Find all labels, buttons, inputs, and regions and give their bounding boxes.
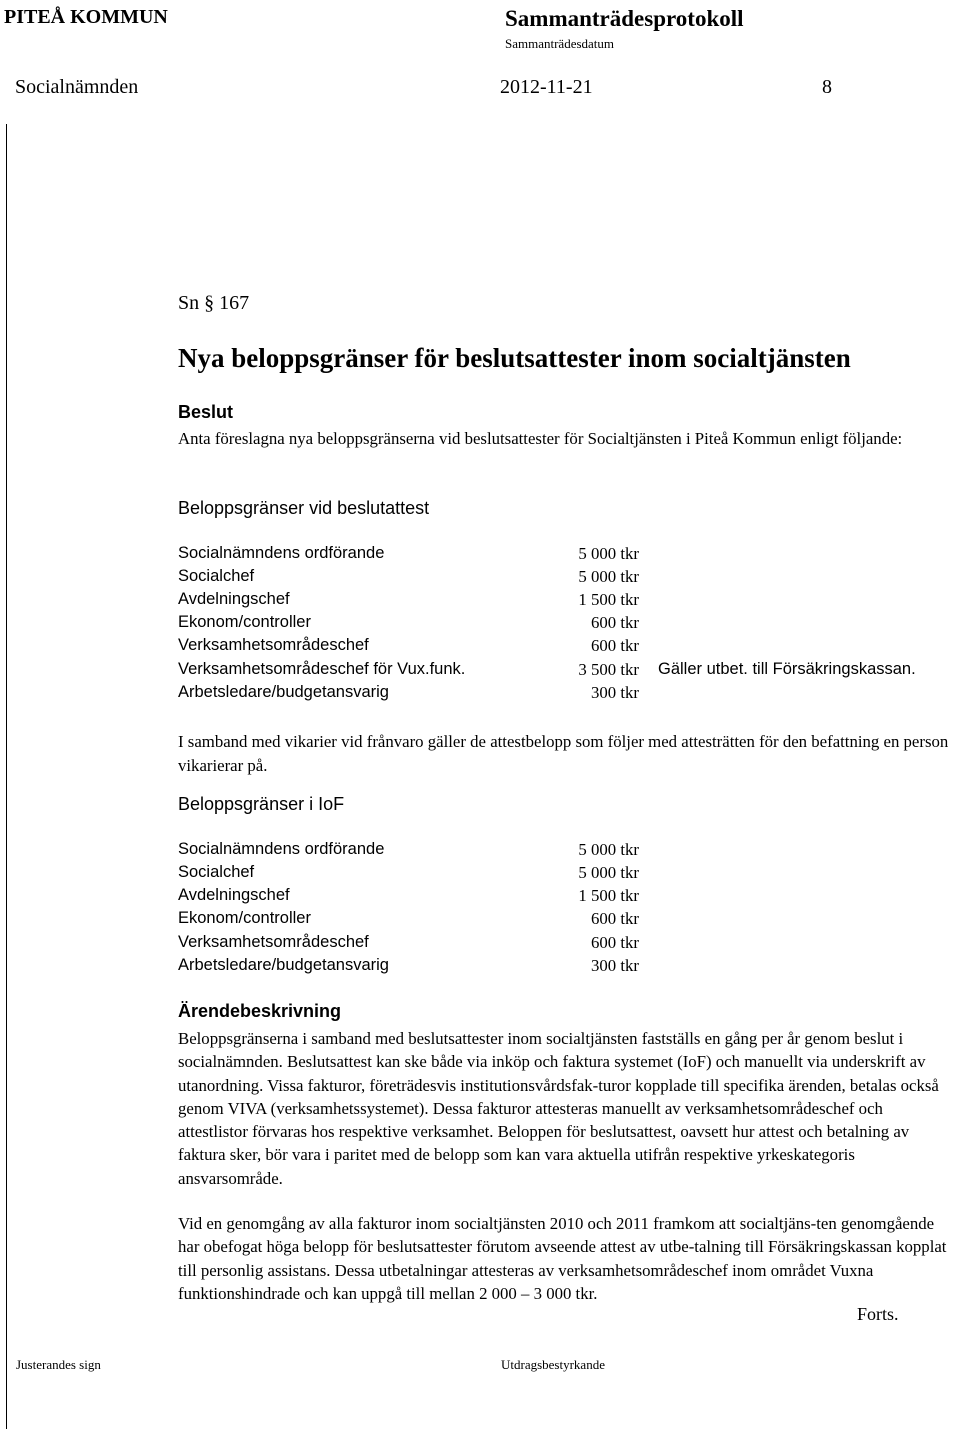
iof-limit-row [178, 886, 958, 909]
role-label: Socialchef [178, 567, 255, 585]
municipality-name: PITEÅ KOMMUN [4, 6, 168, 28]
role-label: Socialnämndens ordförande [178, 544, 385, 562]
role-label: Ekonom/controller [178, 909, 311, 927]
case-paragraph-1: Beloppsgränserna i samband med beslutsattester inom socialtjänsten fastställs en gång per år genom beslut i socialnämnden. Beslutsattest kan ske både via inköp och faktura systemet (IoF) och manuellt via underskrift av utanordning. Vissa fakturor, företrädesvis institutionsvårdsfak-turor kopplade till specifika ärenden, betalas också genom VIVA (verksamhetssystemet). Dessa fakturor attesteras manuellt av verksamhetsområdeschef och attestlistor förvaras hos respektive verksamhet. Beloppen för beslutsattest, oavsett hur attest och betalning av faktura sker, bör vara i paritet med de belopp som kan vara aktuella utifrån respektive yrkeskategoris ansvarsområde. [178, 1029, 939, 1188]
amount-value: 5 000 tkr [578, 567, 639, 586]
amount-value: 5 000 tkr [578, 863, 639, 882]
margin-rule [6, 124, 7, 1429]
attest-limit-row [178, 660, 958, 683]
department-name: Socialnämnden [15, 76, 139, 98]
substitute-text: I samband med vikarier vid frånvaro gäller de attestbelopp som följer med attesträtten för den befattning en person vikarierar på. [178, 732, 949, 775]
amount-value: 600 tkr [590, 909, 639, 928]
paragraph-reference: Sn § 167 [178, 292, 250, 314]
decision-heading: Beslut [178, 402, 234, 422]
case-heading: Ärendebeskrivning [178, 1001, 342, 1021]
attest-limit-row [178, 590, 958, 613]
amount-value: 600 tkr [590, 636, 639, 655]
role-label: Socialchef [178, 863, 255, 881]
case-paragraph-2: Vid en genomgång av alla fakturor inom socialtjänsten 2010 och 2011 framkom att socialtjäns-ten genomgående har obefogat höga belopp för beslutsattester förutom avseende attest av utbe-talning till Försäkringskassan kopplat till personlig assistans. Dessa utbetalningar attesteras av verksamhetsområdeschef inom området Vuxna funktionshindrade och kan uppgå till mellan 2 000 – 3 000 tkr. [178, 1214, 947, 1303]
amount-note: Gäller utbet. till Försäkringskassan. [658, 660, 916, 678]
section-title: Nya beloppsgränser för beslutsattester inom socialtjänsten [178, 343, 851, 373]
attest-limit-row [178, 613, 958, 636]
attest-limits-heading: Beloppsgränser vid beslutattest [178, 498, 430, 518]
meeting-date: 2012-11-21 [500, 76, 593, 98]
extract-certification-label: Utdragsbestyrkande [501, 1357, 605, 1372]
role-label: Verksamhetsområdeschef [178, 933, 369, 951]
attest-limit-row [178, 683, 958, 706]
role-label: Verksamhetsområdeschef [178, 636, 369, 654]
amount-value: 3 500 tkr [578, 660, 639, 679]
continued-marker: Forts. [857, 1304, 899, 1324]
iof-limit-row [178, 933, 958, 956]
meeting-date-label: Sammanträdesdatum [505, 36, 615, 51]
iof-limit-row [178, 863, 958, 886]
amount-value: 1 500 tkr [578, 886, 639, 905]
role-label: Ekonom/controller [178, 613, 311, 631]
amount-value: 600 tkr [590, 613, 639, 632]
amount-value: 300 tkr [590, 683, 639, 702]
iof-limit-row [178, 956, 958, 979]
role-label: Verksamhetsområdeschef för Vux.funk. [178, 660, 466, 678]
page-number: 8 [822, 76, 832, 98]
role-label: Avdelningschef [178, 590, 290, 608]
signature-label: Justerandes sign [16, 1357, 101, 1372]
iof-limits-heading: Beloppsgränser i IoF [178, 794, 345, 814]
attest-limit-row [178, 544, 958, 567]
amount-value: 1 500 tkr [578, 590, 639, 609]
iof-limit-row [178, 840, 958, 863]
role-label: Socialnämndens ordförande [178, 840, 385, 858]
role-label: Arbetsledare/budgetansvarig [178, 956, 389, 974]
attest-limit-row [178, 567, 958, 590]
amount-value: 5 000 tkr [578, 544, 639, 563]
role-label: Arbetsledare/budgetansvarig [178, 683, 389, 701]
attest-limit-row [178, 636, 958, 659]
amount-value: 5 000 tkr [578, 840, 639, 859]
amount-value: 300 tkr [590, 956, 639, 975]
protocol-title: Sammanträdesprotokoll [505, 6, 744, 31]
iof-limit-row [178, 909, 958, 932]
decision-text: Anta föreslagna nya beloppsgränserna vid beslutsattester för Socialtjänsten i Piteå Kommun enligt följande: [178, 429, 903, 448]
amount-value: 600 tkr [590, 933, 639, 952]
role-label: Avdelningschef [178, 886, 290, 904]
